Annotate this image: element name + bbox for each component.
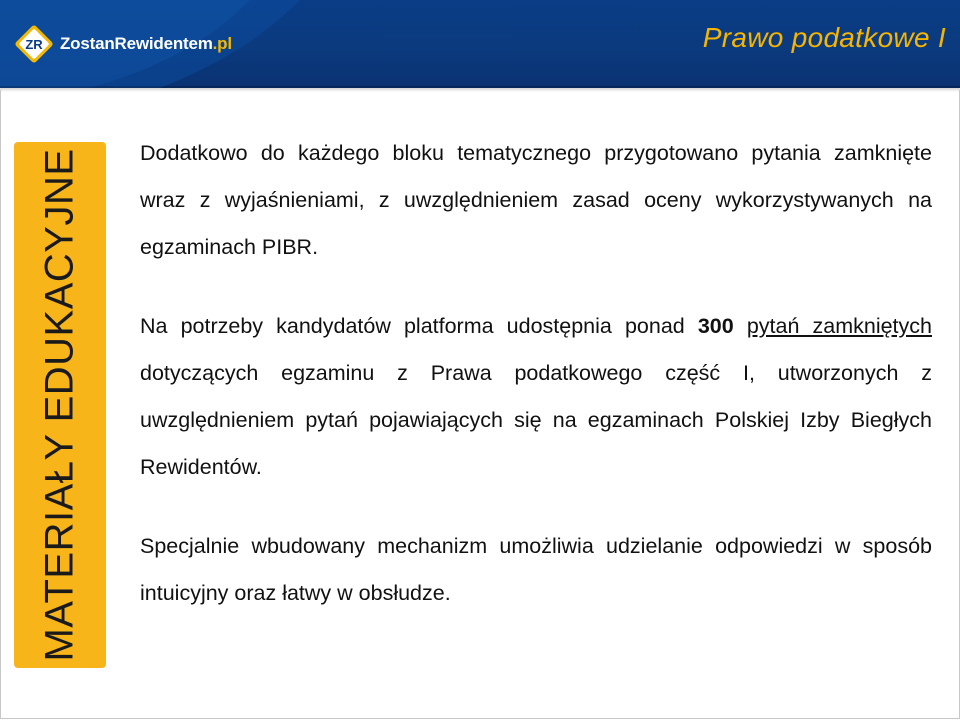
paragraph-2-space bbox=[734, 314, 747, 338]
paragraph-2-count: 300 bbox=[697, 314, 734, 338]
logo-mark-letters: ZR bbox=[25, 37, 43, 52]
side-label-text: MATERIAŁY EDUKACYJNE bbox=[37, 148, 82, 662]
paragraph-2 bbox=[140, 303, 932, 491]
logo-tld: .pl bbox=[212, 34, 232, 53]
side-label-box bbox=[14, 142, 106, 668]
paragraph-2-after: dotyczących egzaminu z Prawa podatkowego część I, utworzonych z uwzględnieniem pytań pojawiających się na egzaminach Polskiej Izby Biegłych Rewidentów. bbox=[140, 361, 932, 479]
page-title: Prawo podatkowe I bbox=[702, 22, 946, 53]
paragraph-3: Specjalnie wbudowany mechanizm umożliwia udzielanie odpowiedzi w sposób intuicyjny oraz łatwy w obsłudze. bbox=[140, 534, 932, 605]
paragraph-2-underlined: pytań zamkniętych bbox=[746, 314, 932, 338]
logo-mark-icon bbox=[14, 24, 54, 64]
content-text-area bbox=[140, 130, 932, 649]
logo-wordmark bbox=[60, 34, 232, 54]
logo-name: ZostanRewidentem bbox=[60, 34, 213, 53]
header-bar bbox=[0, 0, 960, 88]
paragraph-2-before: Na potrzeby kandydatów platforma udostępnia ponad bbox=[140, 314, 698, 338]
site-logo[interactable] bbox=[14, 22, 232, 66]
paragraph-1: Dodatkowo do każdego bloku tematycznego przygotowano pytania zamknięte wraz z wyjaśnieniami, z uwzględnieniem zasad oceny wykorzystywanych na egzaminach PIBR. bbox=[140, 141, 932, 259]
